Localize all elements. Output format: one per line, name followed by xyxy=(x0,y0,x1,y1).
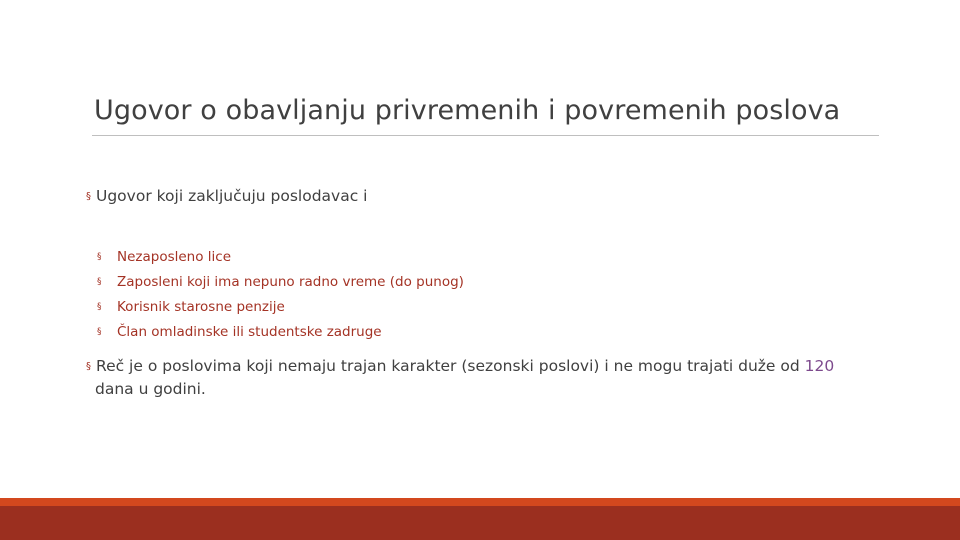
title-divider xyxy=(92,135,879,136)
list-item xyxy=(97,320,464,345)
bullet-text: Ugovor koji zaključuju poslodavac i xyxy=(96,187,368,205)
bullet-text-start: Reč je o poslovima koji nemaju trajan karakter (sezonski poslovi) i ne mogu trajati duže od xyxy=(96,357,805,375)
bullet-marker-icon: § xyxy=(97,277,102,287)
bullet-marker-icon: § xyxy=(97,302,102,312)
bullet-marker-icon: § xyxy=(97,252,102,262)
list-item-text: Korisnik starosne penzije xyxy=(117,299,285,315)
footer-bar xyxy=(0,506,960,540)
bullet-text-end: dana u godini. xyxy=(95,380,206,398)
bullet-contract-parties xyxy=(86,185,367,208)
bullet-marker-icon: § xyxy=(97,327,102,337)
highlight-number: 120 xyxy=(804,357,835,375)
list-item xyxy=(97,245,464,270)
list-item xyxy=(97,295,464,320)
sub-bullet-list xyxy=(97,245,464,345)
list-item-text: Član omladinske ili studentske zadruge xyxy=(117,324,382,340)
bullet-marker-icon: § xyxy=(86,361,91,372)
slide-title: Ugovor o obavljanju privremenih i povremenih poslova xyxy=(94,95,841,126)
bullet-marker-icon: § xyxy=(86,191,91,202)
list-item-text: Zaposleni koji ima nepuno radno vreme (do punog) xyxy=(117,274,464,290)
footer-accent-stripe xyxy=(0,498,960,506)
list-item-text: Nezaposleno lice xyxy=(117,249,232,265)
bullet-work-duration xyxy=(86,355,876,400)
list-item xyxy=(97,270,464,295)
